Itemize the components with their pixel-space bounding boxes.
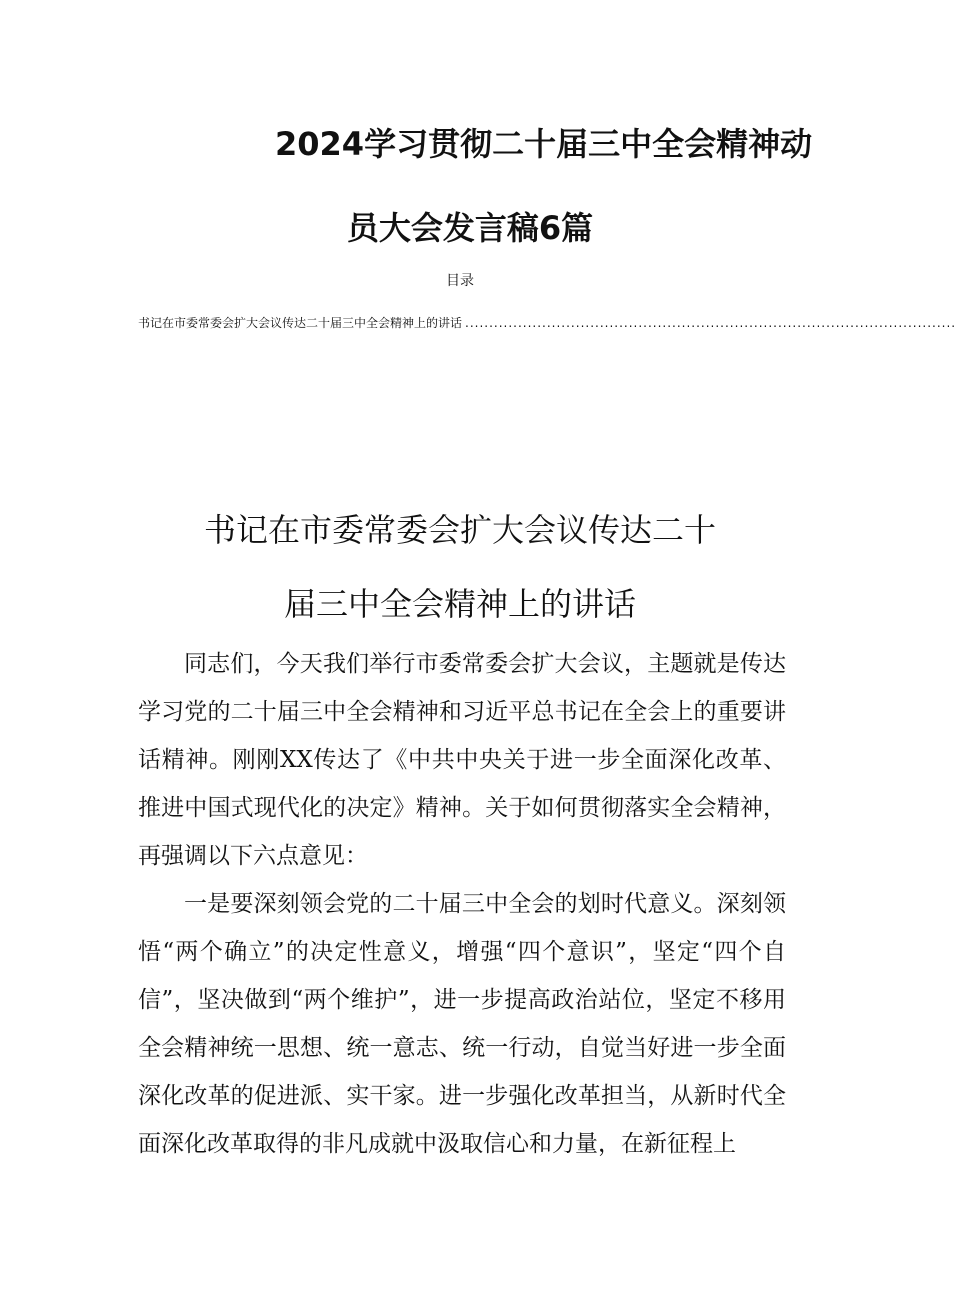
document-title-line-1: 2024学习贯彻二十届三中全会精神动 bbox=[275, 125, 813, 163]
toc-entry-text: 书记在市委常委会扩大会议传达二十届三中全会精神上的讲话 bbox=[138, 316, 463, 330]
toc-entry-leader: ...................................................................................................... bbox=[465, 316, 956, 330]
body-paragraph-2: 一是要深刻领会党的二十届三中全会的划时代意义。深刻领悟“两个确立”的决定性意义，增强“四个意识”，坚定“四个自信”，坚决做到“两个维护”，进一步提高政治站位，坚定不移用全会精神统一思想、统一意志、统一行动，自觉当好进一步全面深化改革的促进派、实干家。进一步强化改革担当，从新时代全面深化改革取得的非凡成就中汲取信心和力量，在新征程上 bbox=[138, 891, 786, 1157]
body-paragraph-1: 同志们，今天我们举行市委常委会扩大会议，主题就是传达学习党的二十届三中全会精神和习近平总书记在全会上的重要讲话精神。刚刚XX传达了《中共中央关于进一步全面深化改革、推进中国式现代化的决定》精神。关于如何贯彻落实全会精神，再强调以下六点意见： bbox=[138, 651, 786, 869]
document-title-line-2: 员大会发言稿6篇 bbox=[346, 209, 594, 247]
toc-entry[interactable] bbox=[138, 314, 956, 332]
section-title-line-2: 届三中全会精神上的讲话 bbox=[283, 585, 636, 623]
section-title-line-1: 书记在市委常委会扩大会议传达二十 bbox=[203, 511, 716, 549]
toc-heading: 目录 bbox=[446, 273, 474, 289]
section-body bbox=[138, 640, 786, 1168]
